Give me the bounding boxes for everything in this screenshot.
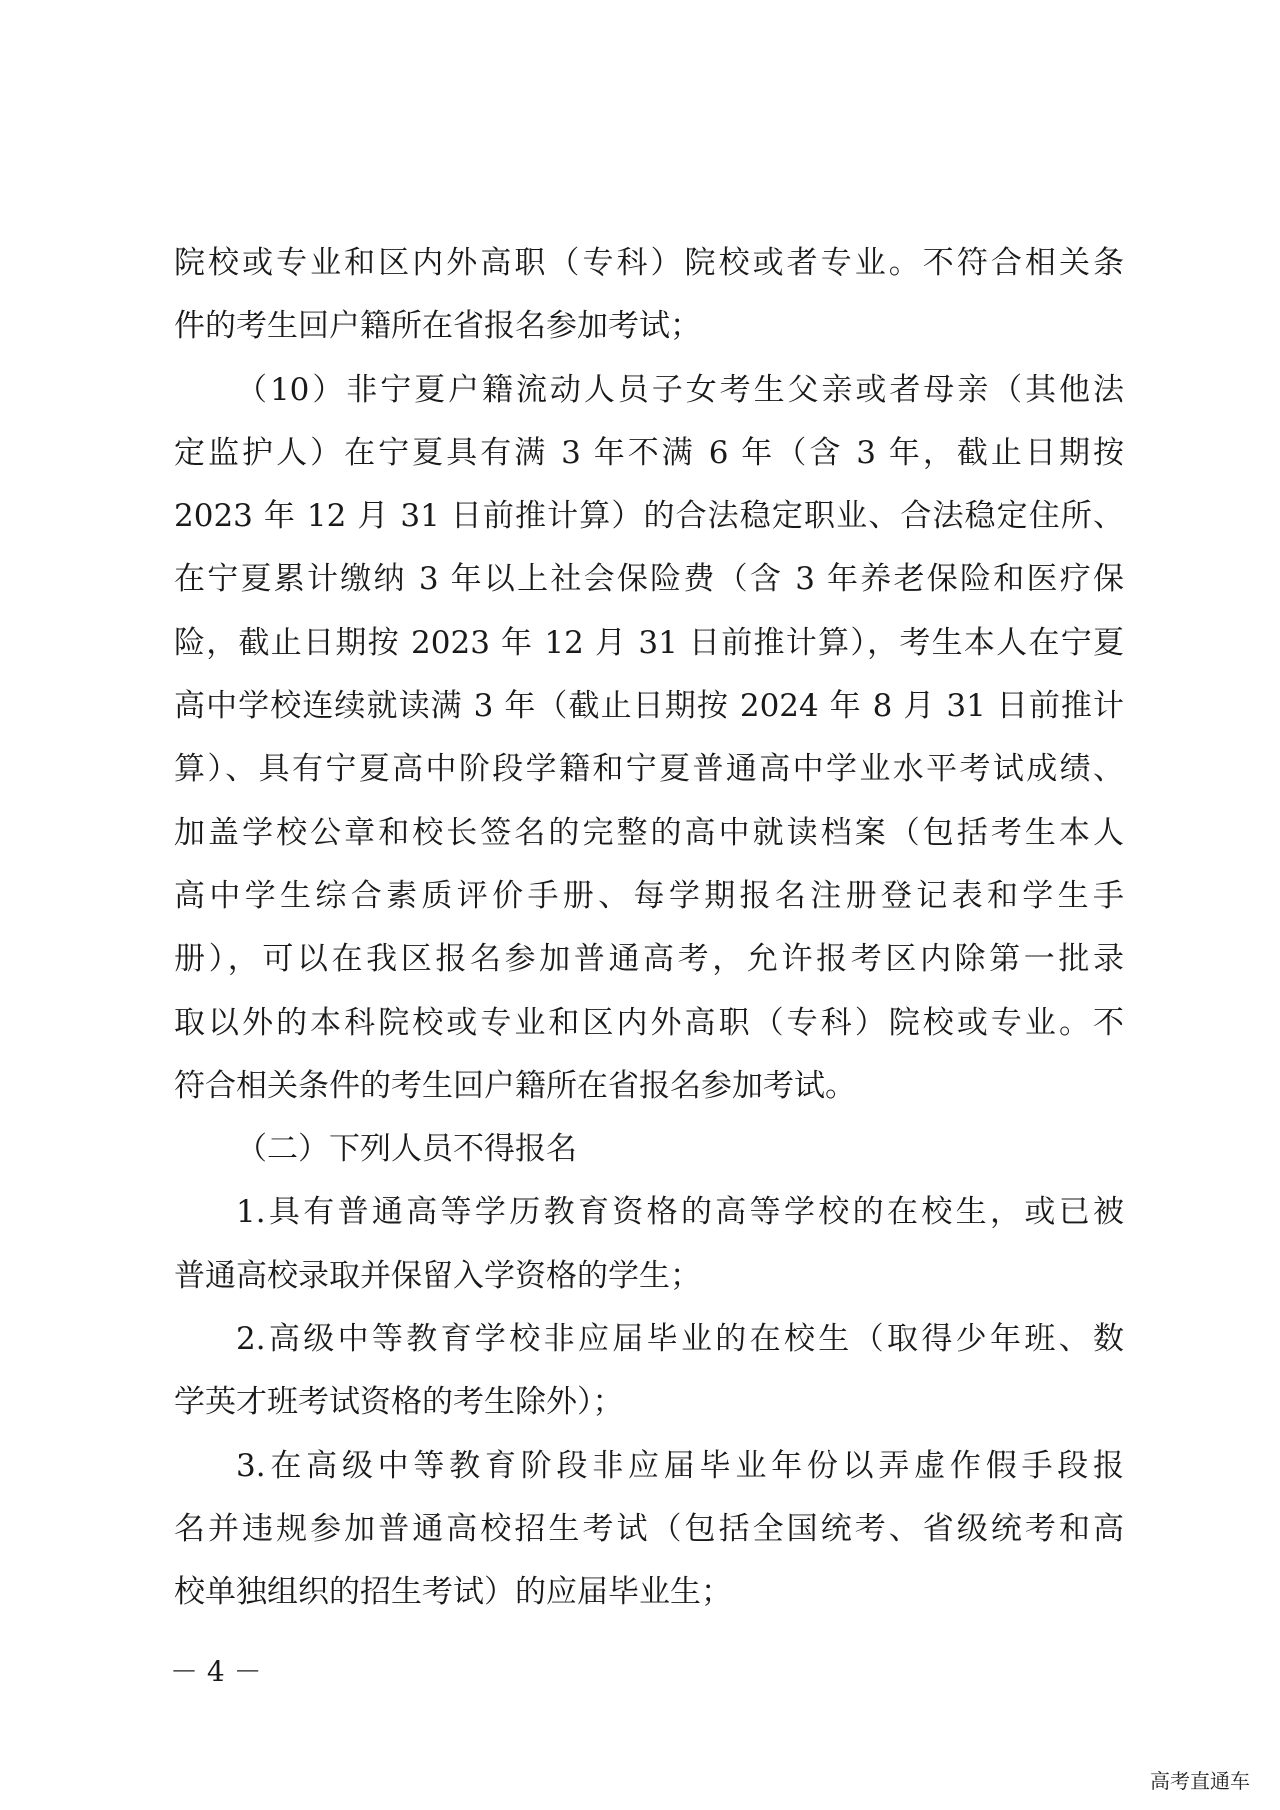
- text-line: 1.具有普通高等学历教育资格的高等学校的在校生，或已被: [236, 1194, 1124, 1231]
- text-line: 加盖学校公章和校长签名的完整的高中就读档案（包括考生本人: [174, 814, 1124, 851]
- text-line: （10）非宁夏户籍流动人员子女考生父亲或者母亲（其他法: [236, 371, 1124, 408]
- text-line: 名并违规参加普通高校招生考试（包括全国统考、省级统考和高: [174, 1510, 1124, 1547]
- text-line: （二）下列人员不得报名: [236, 1131, 577, 1168]
- text-line: 册），可以在我区报名参加普通高考，允许报考区内除第一批录: [174, 941, 1124, 978]
- page-number: － 4 －: [170, 1655, 262, 1688]
- text-line: 算）、具有宁夏高中阶段学籍和宁夏普通高中学业水平考试成绩、: [174, 751, 1124, 788]
- text-line: 校单独组织的招生考试）的应届毕业生；: [174, 1574, 732, 1611]
- text-line: 在宁夏累计缴纳 3 年以上社会保险费（含 3 年养老保险和医疗保: [174, 561, 1124, 598]
- text-line: 件的考生回户籍所在省报名参加考试；: [174, 308, 701, 345]
- text-line: 2023 年 12 月 31 日前推计算）的合法稳定职业、合法稳定住所、: [174, 498, 1124, 535]
- text-line: 院校或专业和区内外高职（专科）院校或者专业。不符合相关条: [174, 245, 1124, 281]
- document-body: [174, 232, 1124, 1625]
- text-line: 险，截止日期按 2023 年 12 月 31 日前推计算），考生本人在宁夏: [174, 624, 1124, 661]
- text-line: 2.高级中等教育学校非应届毕业的在校生（取得少年班、数: [236, 1321, 1124, 1358]
- text-line: 3.在高级中等教育阶段非应届毕业年份以弄虚作假手段报: [236, 1447, 1124, 1484]
- text-line: 高中学生综合素质评价手册、每学期报名注册登记表和学生手: [174, 877, 1124, 914]
- text-line: 学英才班考试资格的考生除外）；: [174, 1384, 624, 1421]
- source-watermark: 高考直通车: [1150, 1769, 1250, 1793]
- text-line: 取以外的本科院校或专业和区内外高职（专科）院校或专业。不: [174, 1004, 1124, 1041]
- text-line: 定监护人）在宁夏具有满 3 年不满 6 年（含 3 年，截止日期按: [174, 434, 1124, 471]
- text-line: 高中学校连续就读满 3 年（截止日期按 2024 年 8 月 31 日前推计: [174, 688, 1124, 725]
- text-line: 普通高校录取并保留入学资格的学生；: [174, 1257, 701, 1294]
- text-line: 符合相关条件的考生回户籍所在省报名参加考试。: [174, 1067, 856, 1104]
